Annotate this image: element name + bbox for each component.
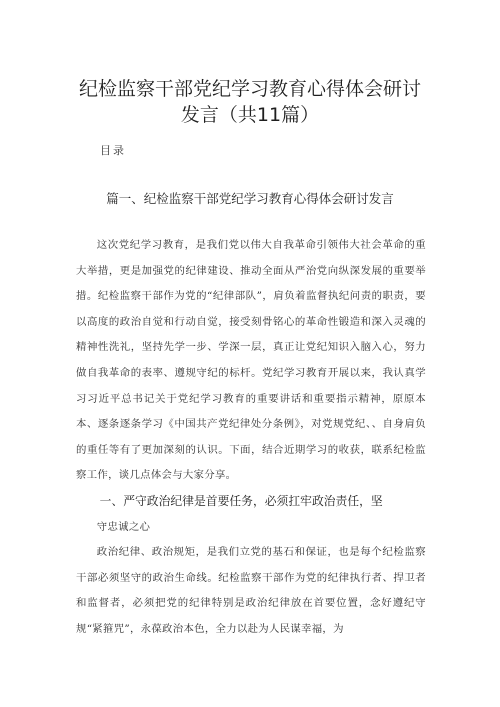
title-line-1: 纪检监察干部党纪学习教育心得体会研讨 xyxy=(78,78,421,100)
heading-1-continuation: 守忠诚之心 xyxy=(96,520,151,533)
document-title xyxy=(60,76,440,128)
heading-1: 一、严守政治纪律是首要任务，必须扛牢政治责任，坚 xyxy=(99,493,383,508)
section-title: 篇一、纪检监察干部党纪学习教育心得体会研讨发言 xyxy=(106,191,394,206)
title-line-2: 发言（共11篇） xyxy=(180,104,320,126)
paragraph-intro: 这次党纪学习教育，是我们党以伟大自我革命引领伟大社会革命的重大举措，更是加强党的纪律建设、推动全面从严治党向纵深发展的重要举措。纪检监察干部作为党的“纪律部队”，肩负着监督执纪问责的职责，要以高度的政治自觉和行动自觉，接受刻骨铭心的革命性锻造和深入灵魂的精神性洗礼，坚持先学一步、学深一层，真正让党纪知识入脑入心，努力做自我革命的表率、遵规守纪的标杆。党纪学习教育开展以来，我认真学习习近平总书记关于党纪学习教育的重要讲话和重要指示精神，原原本本、逐条逐条学习《中国共产党纪律处分条例》，对党规党纪、、自身肩负的重任等有了更加深刻的认识。下面，结合近期学习的收获，联系纪检监察工作，谈几点体会与大家分享。 xyxy=(76,239,426,482)
paragraph-political-discipline: 政治纪律、政治规矩，是我们立党的基石和保证，也是每个纪检监察干部必须坚守的政治生命线。纪检监察干部作为党的纪律执行者、捍卫者和监督者，必须把党的纪律特别是政治纪律放在首要位置，念好遵纪守规“紧箍咒”，永葆政治本色，全力以赴为人民谋幸福，为 xyxy=(76,546,426,635)
toc-label: 目录 xyxy=(100,144,126,157)
document-body xyxy=(76,233,426,643)
